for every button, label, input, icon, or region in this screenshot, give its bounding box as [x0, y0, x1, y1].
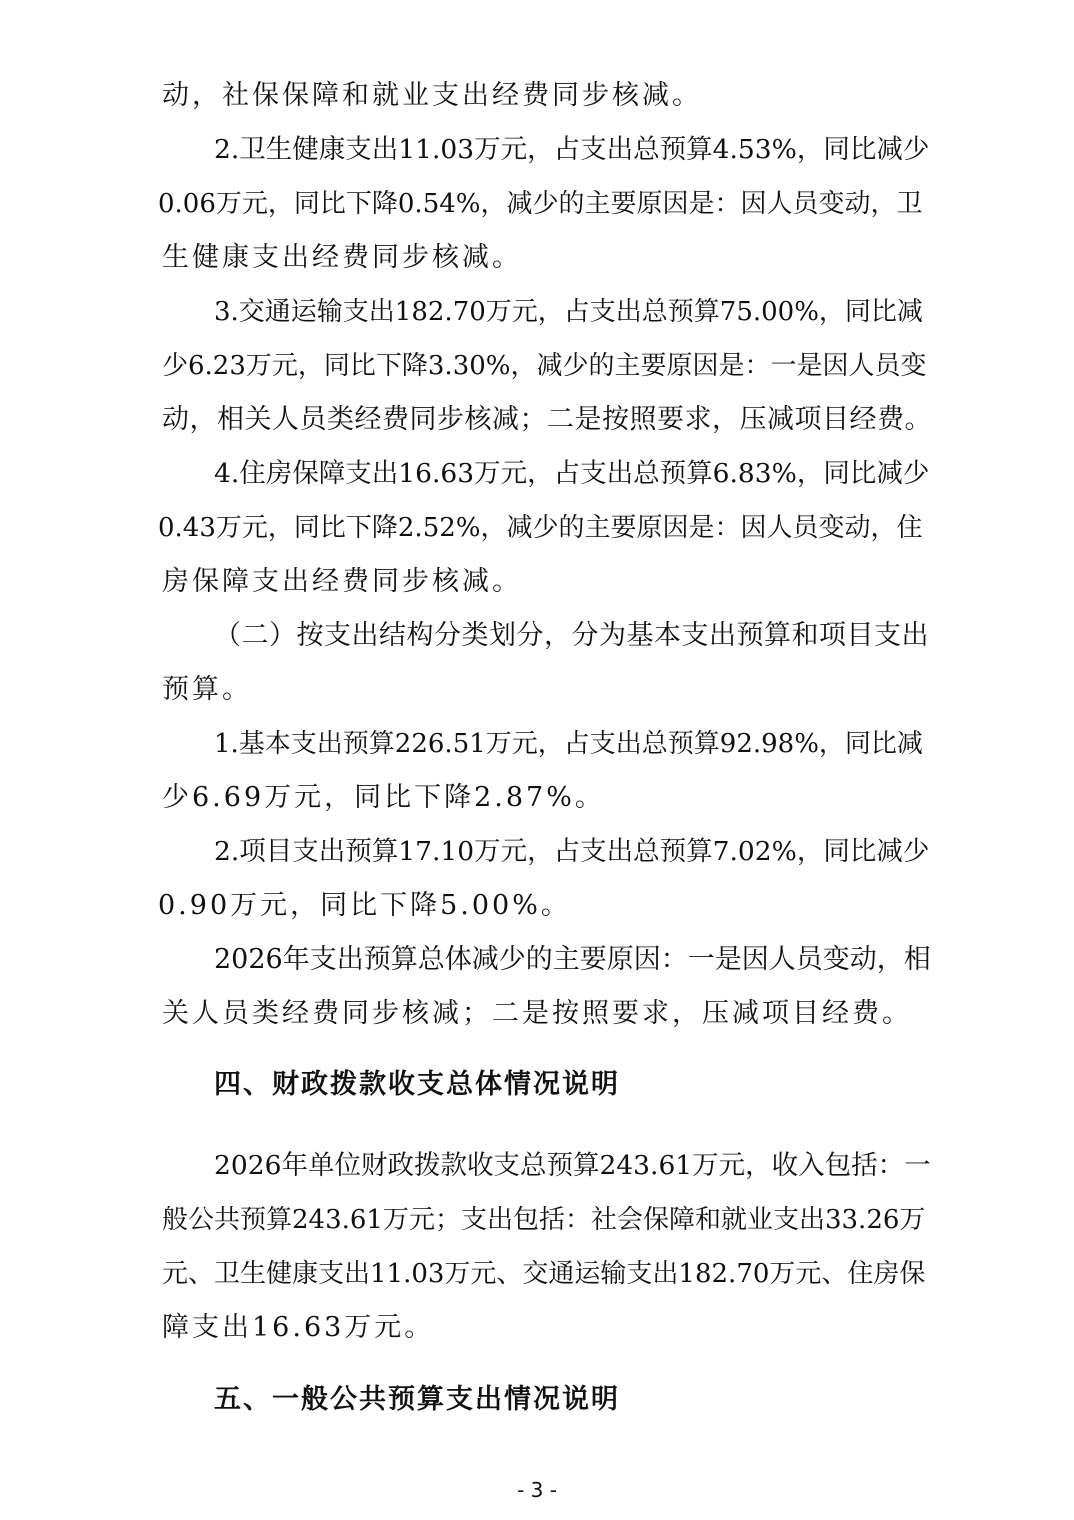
text-line: 2026年支出预算总体减少的主要原因：一是因人员变动，相: [214, 944, 931, 975]
text-line: 0.06万元，同比下降0.54%，减少的主要原因是：因人员变动，卫: [158, 189, 923, 219]
text-line: 0.90万元，同比下降5.00%。: [158, 890, 571, 921]
text-line: 关人员类经费同步核减；二是按照要求，压减项目经费。: [162, 998, 912, 1029]
text-line: 动，社保保障和就业支出经费同步核减。: [162, 80, 702, 111]
text-line: 少6.23万元，同比下降3.30%，减少的主要原因是：一是因人员变: [162, 351, 927, 381]
text-line: 2.卫生健康支出11.03万元，占支出总预算4.53%，同比减少: [214, 134, 930, 165]
text-line: 3.交通运输支出182.70万元，占支出总预算75.00%，同比减: [214, 297, 923, 327]
section-subheading: （二）按支出结构分类划分，分为基本支出预算和项目支出: [214, 620, 929, 651]
text-line: 生健康支出经费同步核减。: [162, 242, 522, 273]
text-line: 房保障支出经费同步核减。: [162, 566, 522, 597]
page-number: - 3 -: [517, 1478, 557, 1502]
text-line: 元、卫生健康支出11.03万元、交通运输支出182.70万元、住房保: [162, 1259, 926, 1289]
text-line: 0.43万元，同比下降2.52%，减少的主要原因是：因人员变动，住: [158, 513, 923, 543]
text-line: 1.基本支出预算226.51万元，占支出总预算92.98%，同比减: [214, 729, 923, 759]
section-heading: 四、财政拨款收支总体情况说明: [214, 1069, 620, 1100]
text-line: 少6.69万元，同比下降2.87%。: [162, 782, 605, 813]
text-line: 2026年单位财政拨款收支总预算243.61万元，收入包括：一: [214, 1150, 931, 1181]
section-heading: 五、一般公共预算支出情况说明: [214, 1384, 620, 1415]
text-line: 预算。: [162, 674, 252, 705]
text-line: 动，相关人员类经费同步核减；二是按照要求，压减项目经费。: [162, 404, 932, 435]
text-line: 4.住房保障支出16.63万元，占支出总预算6.83%，同比减少: [214, 458, 930, 489]
text-line: 2.项目支出预算17.10万元，占支出总预算7.02%，同比减少: [214, 836, 930, 867]
text-line: 障支出16.63万元。: [162, 1312, 435, 1343]
text-line: 般公共预算243.61万元；支出包括：社会保障和就业支出33.26万: [162, 1205, 926, 1235]
